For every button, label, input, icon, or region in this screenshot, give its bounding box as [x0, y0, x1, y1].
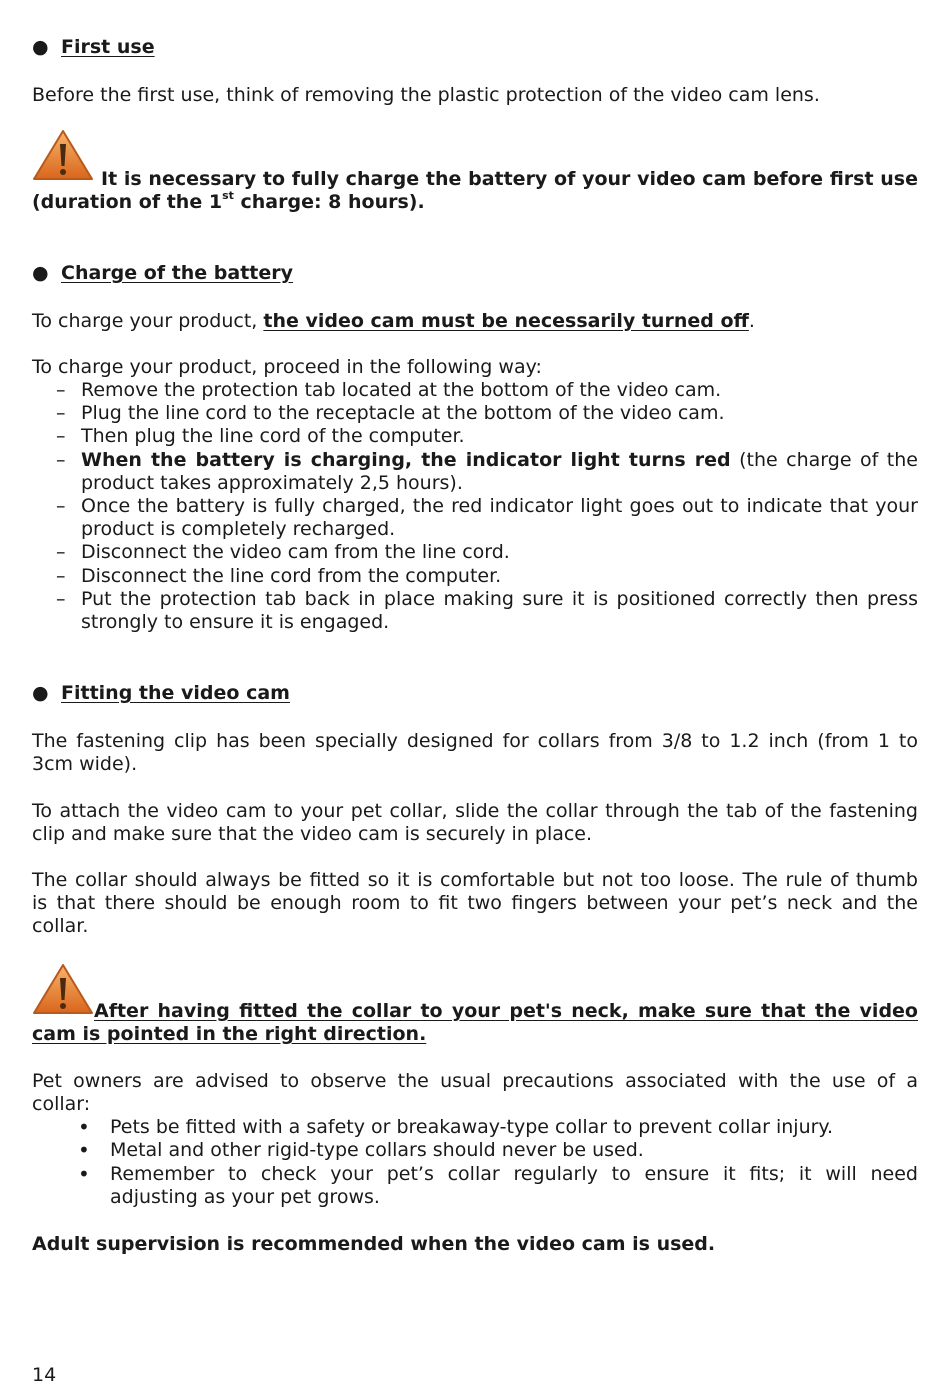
warning-text-line2: (duration of the 1st charge: 8 hours). [32, 189, 425, 213]
section-bullet: ● [32, 682, 49, 704]
collar-warning-line2: cam is pointed in the right direction. [32, 1023, 427, 1045]
closing-note: Adult supervision is recommended when the video cam is used. [32, 1233, 716, 1255]
fitting-paragraph-3-cont: is that there should be enough room to fit two fingers between your pet’s neck and the [32, 892, 918, 914]
fitting-paragraph-2-cont: clip and make sure that the video cam is securely in place. [32, 823, 593, 845]
fitting-paragraph-1-cont: 3cm wide). [32, 753, 138, 775]
warning-triangle-icon [32, 128, 94, 182]
warning-text-line1: It is necessary to fully charge the battery of your video cam before first use [101, 168, 918, 190]
fitting-paragraph-2: To attach the video cam to your pet collar, slide the collar through the tab of the fastening [32, 800, 918, 822]
section-bullet: ● [32, 262, 49, 284]
section-heading-charge: ● Charge of the battery [32, 262, 294, 284]
section-bullet: ● [32, 36, 49, 58]
first-use-intro: Before the first use, think of removing the plastic protection of the video cam lens. [32, 84, 820, 106]
collar-warning-line1: After having fitted the collar to your pet's neck, make sure that the video [94, 1000, 918, 1022]
precautions-intro: Pet owners are advised to observe the usual precautions associated with the use of a [32, 1070, 918, 1092]
precautions-intro-cont: collar: [32, 1093, 91, 1115]
fitting-paragraph-3-end: collar. [32, 915, 89, 937]
charge-intro: To charge your product, proceed in the following way: [32, 356, 542, 378]
page-number: 14 [32, 1364, 57, 1386]
section-heading-first-use: ● First use [32, 36, 155, 58]
section-heading-fitting: ● Fitting the video cam [32, 682, 290, 704]
fitting-paragraph-3: The collar should always be fitted so it is comfortable but not too loose. The rule of thumb [32, 869, 918, 891]
fitting-paragraph-1: The fastening clip has been specially designed for collars from 3/8 to 1.2 inch (from 1 to [32, 730, 918, 752]
charge-condition: To charge your product, the video cam must be necessarily turned off. [32, 310, 755, 332]
warning-triangle-icon [32, 962, 94, 1016]
